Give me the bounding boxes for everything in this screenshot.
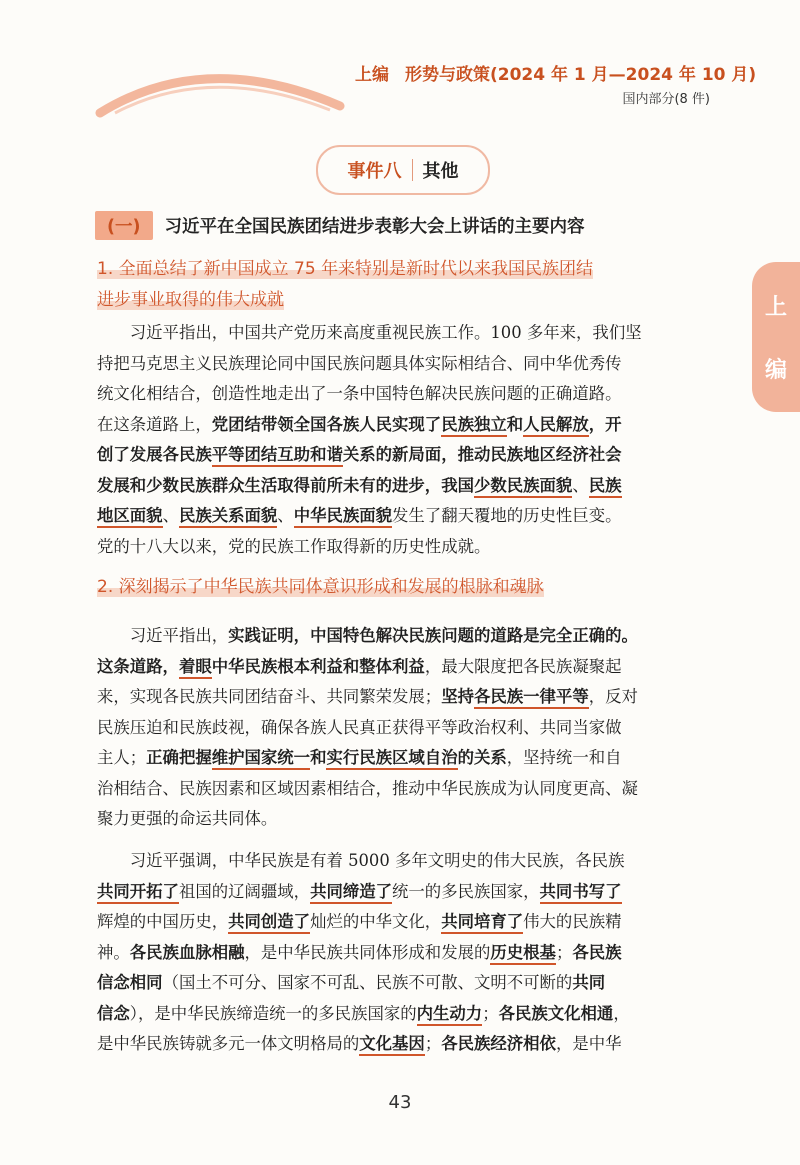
body-text: （国土不可分、国家不可乱、民族不可散、文明不可断的 (162, 973, 573, 992)
body-text: ，是中华民族共同体形成和发展的 (244, 942, 491, 962)
body-text: 祖国的辽阔疆域， (178, 881, 311, 901)
para1-line (97, 379, 709, 410)
subheading-1-line-1: 1. 全面总结了新中国成立 75 年来特别是新时代以来我国民族团结 (97, 259, 594, 279)
event-divider (412, 159, 413, 181)
body-text: 持把马克思主义民族理论同中国民族问题具体实际相结合、同中华优秀传 (97, 353, 622, 373)
para3-line (97, 938, 709, 969)
para3-line (97, 1029, 709, 1060)
section-title: 习近平在全国民族团结进步表彰大会上讲话的主要内容 (164, 216, 585, 237)
body-text: 、 (162, 506, 179, 525)
underlined-term: 平等团结互助和谐 (212, 445, 343, 467)
event-pill (316, 145, 490, 195)
underlined-term: 各民族一律平等 (474, 687, 589, 709)
body-text: ，是中华 (555, 1034, 622, 1053)
underlined-term: 文化基因 (359, 1034, 425, 1056)
bold-text: 创了发展各民族 (97, 445, 212, 464)
para1-line (97, 410, 709, 441)
body-text: 辉煌的中国历史， (97, 912, 229, 931)
body-text: 统文化相结合，创造性地走出了一条中国特色解决民族问题的正确道路。 (97, 384, 622, 403)
bold-text: 和 (310, 748, 327, 767)
underlined-term: 内生动力 (417, 1004, 483, 1026)
bold-text: 正确把握 (146, 748, 212, 767)
para2-line (97, 804, 709, 835)
body-text: 神。 (97, 942, 130, 962)
body-text: ； (424, 1034, 442, 1053)
bold-text: 实践证明，中国特色解决民族问题的道路是完全正确的。 (228, 626, 638, 645)
underlined-term: 民族独立 (441, 415, 507, 437)
para2-line (97, 743, 709, 774)
para1-line (97, 349, 709, 380)
subheading-2-text: 2. 深刻揭示了中华民族共同体意识形成和发展的根脉和魂脉 (97, 577, 544, 597)
body-text: ， (613, 1003, 630, 1023)
body-text: 习近平指出， (97, 626, 229, 645)
body-text: 聚力更强的命运共同体。 (97, 809, 278, 828)
underlined-term: 人民解放 (523, 415, 589, 437)
underlined-term: 实行民族区域自治 (326, 748, 457, 770)
side-tab (752, 262, 800, 412)
bold-text: 各民族血脉相融 (129, 942, 245, 962)
body-text: 伟大的民族精 (523, 912, 622, 931)
body-text: ），是中华民族缔造统一的多民族国家的 (129, 1003, 417, 1023)
para2-line (97, 774, 709, 805)
bold-text: 中华民族根本利益和整体利益 (211, 656, 425, 676)
underlined-term: 民族 (589, 476, 622, 498)
subheading-1-line-2: 进步事业取得的伟大成就 (97, 290, 284, 310)
body-text: 、 (277, 506, 294, 525)
paragraph-2 (97, 621, 709, 835)
subheading-2 (97, 572, 717, 603)
body-text: 民族压迫和民族歧视，确保各族人民真正获得平等政治权利、共同当家做 (97, 717, 622, 737)
body-text: ，坚持统一和自 (506, 748, 622, 767)
para1-line (97, 471, 709, 502)
body-text: 是中华民族铸就多元一体文明格局的 (97, 1034, 360, 1053)
bold-text: 坚持 (441, 687, 474, 706)
subheading-1 (97, 254, 707, 316)
bold-text: 关系的新局面，推动民族地区经济社会 (342, 445, 622, 464)
para2-line (97, 713, 709, 744)
underlined-term: 少数民族面貌 (474, 476, 572, 498)
bold-text: 各民族 (572, 942, 622, 962)
header-arc-decoration (95, 58, 345, 118)
underlined-term: 共同书写了 (540, 882, 622, 904)
body-text: ，反对 (588, 687, 638, 706)
body-text: 在这条道路上， (97, 414, 212, 434)
bold-text: 党团结带领全国各族人民实现了 (211, 414, 442, 434)
underlined-term: 历史根基 (490, 943, 556, 965)
para3-line (97, 877, 709, 908)
paragraph-3 (97, 846, 709, 1060)
section-badge: (一) (95, 211, 153, 240)
underlined-term: 中华民族面貌 (294, 506, 392, 528)
para1-line (97, 532, 709, 563)
underlined-term: 共同创造了 (228, 912, 310, 934)
body-text: 统一的多民族国家， (392, 881, 540, 901)
para1-line (97, 440, 709, 471)
bold-text: 的关系 (457, 748, 507, 767)
header-part: 上编 (355, 65, 389, 85)
underlined-term: 着眼 (179, 657, 212, 679)
bold-text: 和 (506, 414, 524, 434)
bold-text: 这条道路， (97, 656, 179, 676)
page-number: 43 (388, 1092, 412, 1113)
bold-text: 信念 (97, 1003, 130, 1023)
para2-line (97, 682, 709, 713)
bold-text: 各民族经济相依 (441, 1034, 556, 1053)
body-text: ，最大限度把各民族凝聚起 (424, 656, 622, 676)
para2-line (97, 652, 709, 683)
body-text: 发生了翻天覆地的历史性巨变。 (392, 506, 622, 525)
event-number: 事件八 (347, 161, 402, 182)
paragraph-1 (97, 318, 709, 562)
para3-line (97, 999, 709, 1030)
para3-line (97, 846, 709, 877)
body-text: 党的十八大以来，党的民族工作取得新的历史性成就。 (97, 536, 491, 556)
underlined-term: 共同缔造了 (310, 882, 392, 904)
bold-text: ，开 (588, 414, 622, 434)
body-text: ； (482, 1003, 499, 1023)
para3-line (97, 907, 709, 938)
bold-text: 共同 (572, 973, 606, 992)
underlined-term: 民族关系面貌 (179, 506, 277, 528)
body-text: 治相结合、民族因素和区域因素相结合，推动中华民族成为认同度更高、凝 (97, 778, 638, 798)
underlined-term: 地区面貌 (97, 506, 163, 528)
bold-text: 发展和少数民族群众生活取得前所未有的进步，我国 (97, 475, 474, 495)
header-title-text: 形势与政策(2024 年 1 月—2024 年 10 月) (405, 65, 757, 85)
underlined-term: 共同开拓了 (97, 882, 179, 904)
header-subtitle: 国内部分(8 件) (622, 92, 710, 107)
body-text: 习近平强调，中华民族是有着 5000 多年文明史的伟大民族，各民族 (97, 851, 625, 870)
para3-line (97, 968, 709, 999)
underlined-term: 共同培育了 (441, 912, 523, 934)
body-text: 主人； (97, 748, 147, 767)
section-heading (95, 210, 585, 240)
bold-text: 信念相同 (97, 973, 163, 992)
body-text: 习近平指出，中国共产党历来高度重视民族工作。100 多年来，我们坚 (97, 323, 642, 342)
para1-line (97, 318, 709, 349)
bold-text: 各民族文化相通 (498, 1003, 614, 1023)
header-title (355, 60, 757, 85)
para2-line (97, 621, 709, 652)
event-name: 其他 (422, 161, 459, 182)
body-text: 灿烂的中华文化， (310, 912, 442, 931)
side-tab-char-1: 上 (764, 295, 787, 320)
body-text: 来，实现各民族共同团结奋斗、共同繁荣发展； (97, 687, 442, 706)
body-text: 、 (572, 475, 589, 495)
body-text: ； (555, 942, 573, 962)
side-tab-char-2: 编 (764, 358, 787, 383)
underlined-term: 维护国家统一 (212, 748, 310, 770)
para1-line (97, 501, 709, 532)
